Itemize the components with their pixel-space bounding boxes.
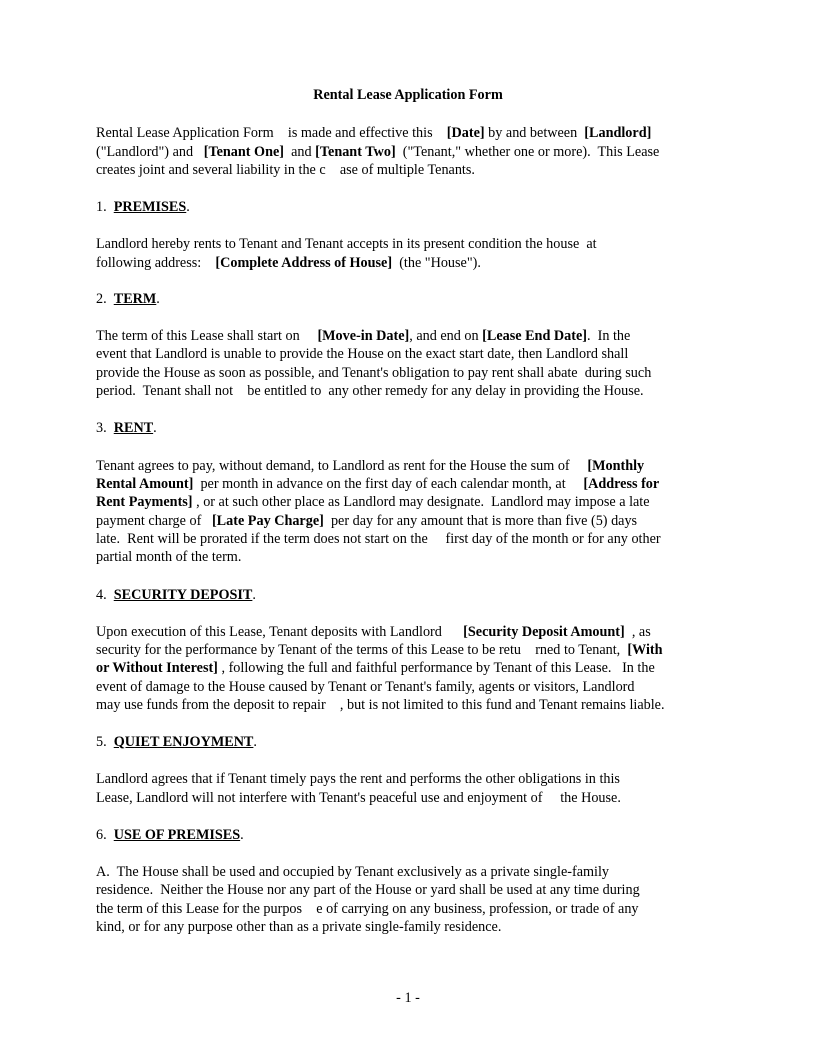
monthly-rent-placeholder: Rental Amount] [96,476,194,492]
tenant-two-placeholder: [Tenant Two] [315,144,396,160]
section-title: SECURITY DEPOSIT [113,587,253,603]
lease-end-date-placeholder: [Lease End Date] [482,328,587,344]
intro-text: and [284,144,316,160]
monthly-rent-placeholder: [Monthly [587,458,645,474]
rent-line-5: late. Rent will be prorated if the term does not start on the first day of the month or for any other [96,531,661,547]
term-line-2: event that Landlord is unable to provide the House on the exact start date, then Landlord shall [96,346,629,362]
term-line-1 [96,327,630,345]
page-number: - 1 - [396,990,420,1006]
deposit-line-1 [96,623,651,641]
rent-line-1 [96,457,644,475]
premises-line-1: Landlord hereby rents to Tenant and Tenant accepts in its present condition the house at [96,236,597,252]
deposit-line-2 [96,641,663,659]
rent-text: per day for any amount that is more than five (5) days [323,513,638,529]
section-number: 5. [96,734,114,750]
section-number: 2. [96,291,114,307]
use-line-4: kind, or for any purpose other than as a private single-family residence. [96,919,502,935]
address-placeholder: [Complete Address of House] [215,255,393,271]
rent-text: Tenant agrees to pay, without demand, to Landlord as rent for the House the sum of [96,458,588,474]
intro-text: Rental Lease Application Form is made and effective this [96,125,447,141]
section-title: TERM [113,291,157,307]
section-number: 1. [96,199,114,215]
deposit-text: Upon execution of this Lease, Tenant deposits with Landlord [96,624,464,640]
intro-text: ("Landlord") and [96,144,204,160]
rent-line-2 [96,475,659,493]
tenant-one-placeholder: [Tenant One] [203,144,284,160]
intro-line-2 [96,143,659,161]
deposit-line-4: event of damage to the House caused by Tenant or Tenant's family, agents or visitors, Landlord [96,679,635,695]
page-title: Rental Lease Application Form [313,87,503,103]
section-title: USE OF PREMISES [113,827,241,843]
use-line-1: A. The House shall be used and occupied by Tenant exclusively as a private single-family [96,864,610,880]
premises-line-2 [96,254,481,272]
rent-text: per month in advance on the first day of each calendar month, at [193,476,584,492]
payment-address-placeholder: [Address for [583,476,660,492]
section-dot: . [186,199,190,215]
rent-text: payment charge of [96,513,212,529]
late-charge-placeholder: [Late Pay Charge] [211,513,324,529]
rent-line-3 [96,493,650,511]
section-dot: . [252,587,256,603]
section-heading-use-of-premises [96,826,244,844]
deposit-amount-placeholder: [Security Deposit Amount] [463,624,625,640]
section-dot: . [153,420,157,436]
landlord-placeholder: [Landlord] [584,125,652,141]
deposit-line-3 [96,659,655,677]
term-text: . In the [586,328,631,344]
use-line-2: residence. Neither the House nor any part of the House or yard shall be used at any time during [96,882,640,898]
term-text: , and end on [409,328,483,344]
section-heading-security-deposit [96,586,256,604]
intro-text: by and between [484,125,585,141]
intro-line-3: creates joint and several liability in the c ase of multiple Tenants. [96,162,475,178]
date-placeholder: [Date] [446,125,485,141]
term-line-3: provide the House as soon as possible, and Tenant's obligation to pay rent shall abate during such [96,365,652,381]
rent-line-6: partial month of the term. [96,549,242,565]
rent-line-4 [96,512,637,530]
section-dot: . [240,827,244,843]
deposit-text: , as [624,624,651,640]
deposit-line-5: may use funds from the deposit to repair , but is not limited to this fund and Tenant remains liable. [96,697,665,713]
section-heading-rent [96,419,157,437]
section-dot: . [253,734,257,750]
interest-placeholder: or Without Interest] [96,660,218,676]
section-number: 3. [96,420,114,436]
section-dot: . [156,291,160,307]
section-title: RENT [113,420,154,436]
term-line-4: period. Tenant shall not be entitled to any other remedy for any delay in providing the House. [96,383,644,399]
section-heading-term [96,290,160,308]
section-number: 4. [96,587,114,603]
intro-line-1 [96,124,651,142]
deposit-text: , following the full and faithful performance by Tenant of this Lease. In the [217,660,655,676]
intro-text: ("Tenant," whether one or more). This Lease [395,144,660,160]
term-text: The term of this Lease shall start on [96,328,318,344]
deposit-text: security for the performance by Tenant of the terms of this Lease to be retu rned to Tenant, [96,642,628,658]
move-in-date-placeholder: [Move-in Date] [317,328,410,344]
interest-placeholder: [With [627,642,663,658]
section-heading-premises [96,198,190,216]
premises-text: following address: [96,255,216,271]
use-line-3: the term of this Lease for the purpos e of carrying on any business, profession, or trade of any [96,901,639,917]
rent-text: , or at such other place as Landlord may designate. Landlord may impose a late [192,494,650,510]
section-title: QUIET ENJOYMENT [113,734,254,750]
quiet-line-2: Lease, Landlord will not interfere with Tenant's peaceful use and enjoyment of the House. [96,790,621,806]
quiet-line-1: Landlord agrees that if Tenant timely pays the rent and performs the other obligations in this [96,771,620,787]
premises-text: (the "House"). [392,255,481,271]
section-title: PREMISES [113,199,187,215]
section-number: 6. [96,827,114,843]
payment-address-placeholder: Rent Payments] [96,494,193,510]
section-heading-quiet-enjoyment [96,733,257,751]
